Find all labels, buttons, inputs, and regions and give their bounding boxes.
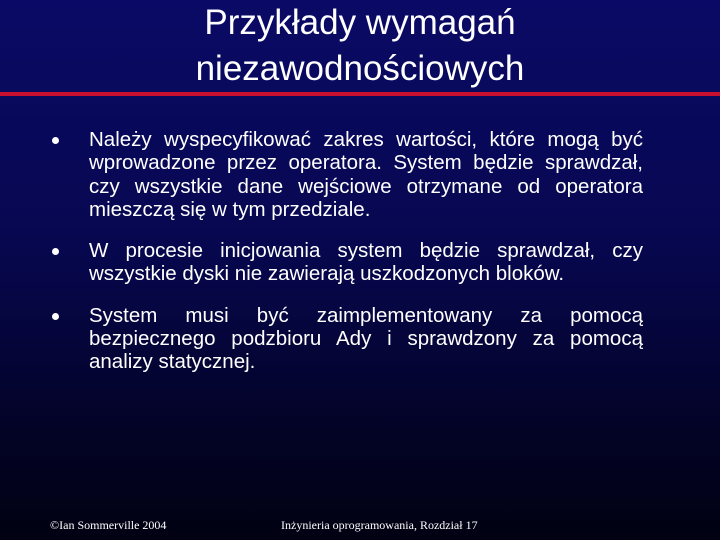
bullet-text: Należy wyspecyfikować zakres wartości, które mogą być wprowadzone przez operatora. System będzie sprawdzał, czy wszystkie dane wejściowe otrzymane od operatora mieszczą się w tym przedziale. — [89, 128, 643, 221]
slide-title — [0, 0, 720, 92]
bullet-list — [40, 128, 643, 392]
bullet-dot-icon — [52, 313, 59, 320]
bullet-text: System musi być zaimplementowany za pomocą bezpiecznego podzbioru Ady i sprawdzony za pomocą analizy statycznej. — [89, 303, 643, 374]
footer-chapter: Inżynieria oprogramowania, Rozdział 17 — [281, 518, 478, 532]
bullet-text: W procesie inicjowania system będzie sprawdzał, czy wszystkie dyski nie zawierają uszkodzonych bloków. — [89, 239, 643, 286]
bullet-dot-icon — [52, 137, 59, 144]
slide-title-line-2: niezawodnościowych — [195, 49, 525, 88]
footer-copyright: ©Ian Sommerville 2004 — [50, 518, 167, 532]
bullet-item — [40, 304, 643, 374]
slide-title-line-1: Przykłady wymagań — [204, 3, 516, 42]
bullet-dot-icon — [52, 248, 59, 255]
title-divider — [0, 92, 720, 96]
bullet-item — [40, 239, 643, 286]
bullet-item — [40, 128, 643, 221]
